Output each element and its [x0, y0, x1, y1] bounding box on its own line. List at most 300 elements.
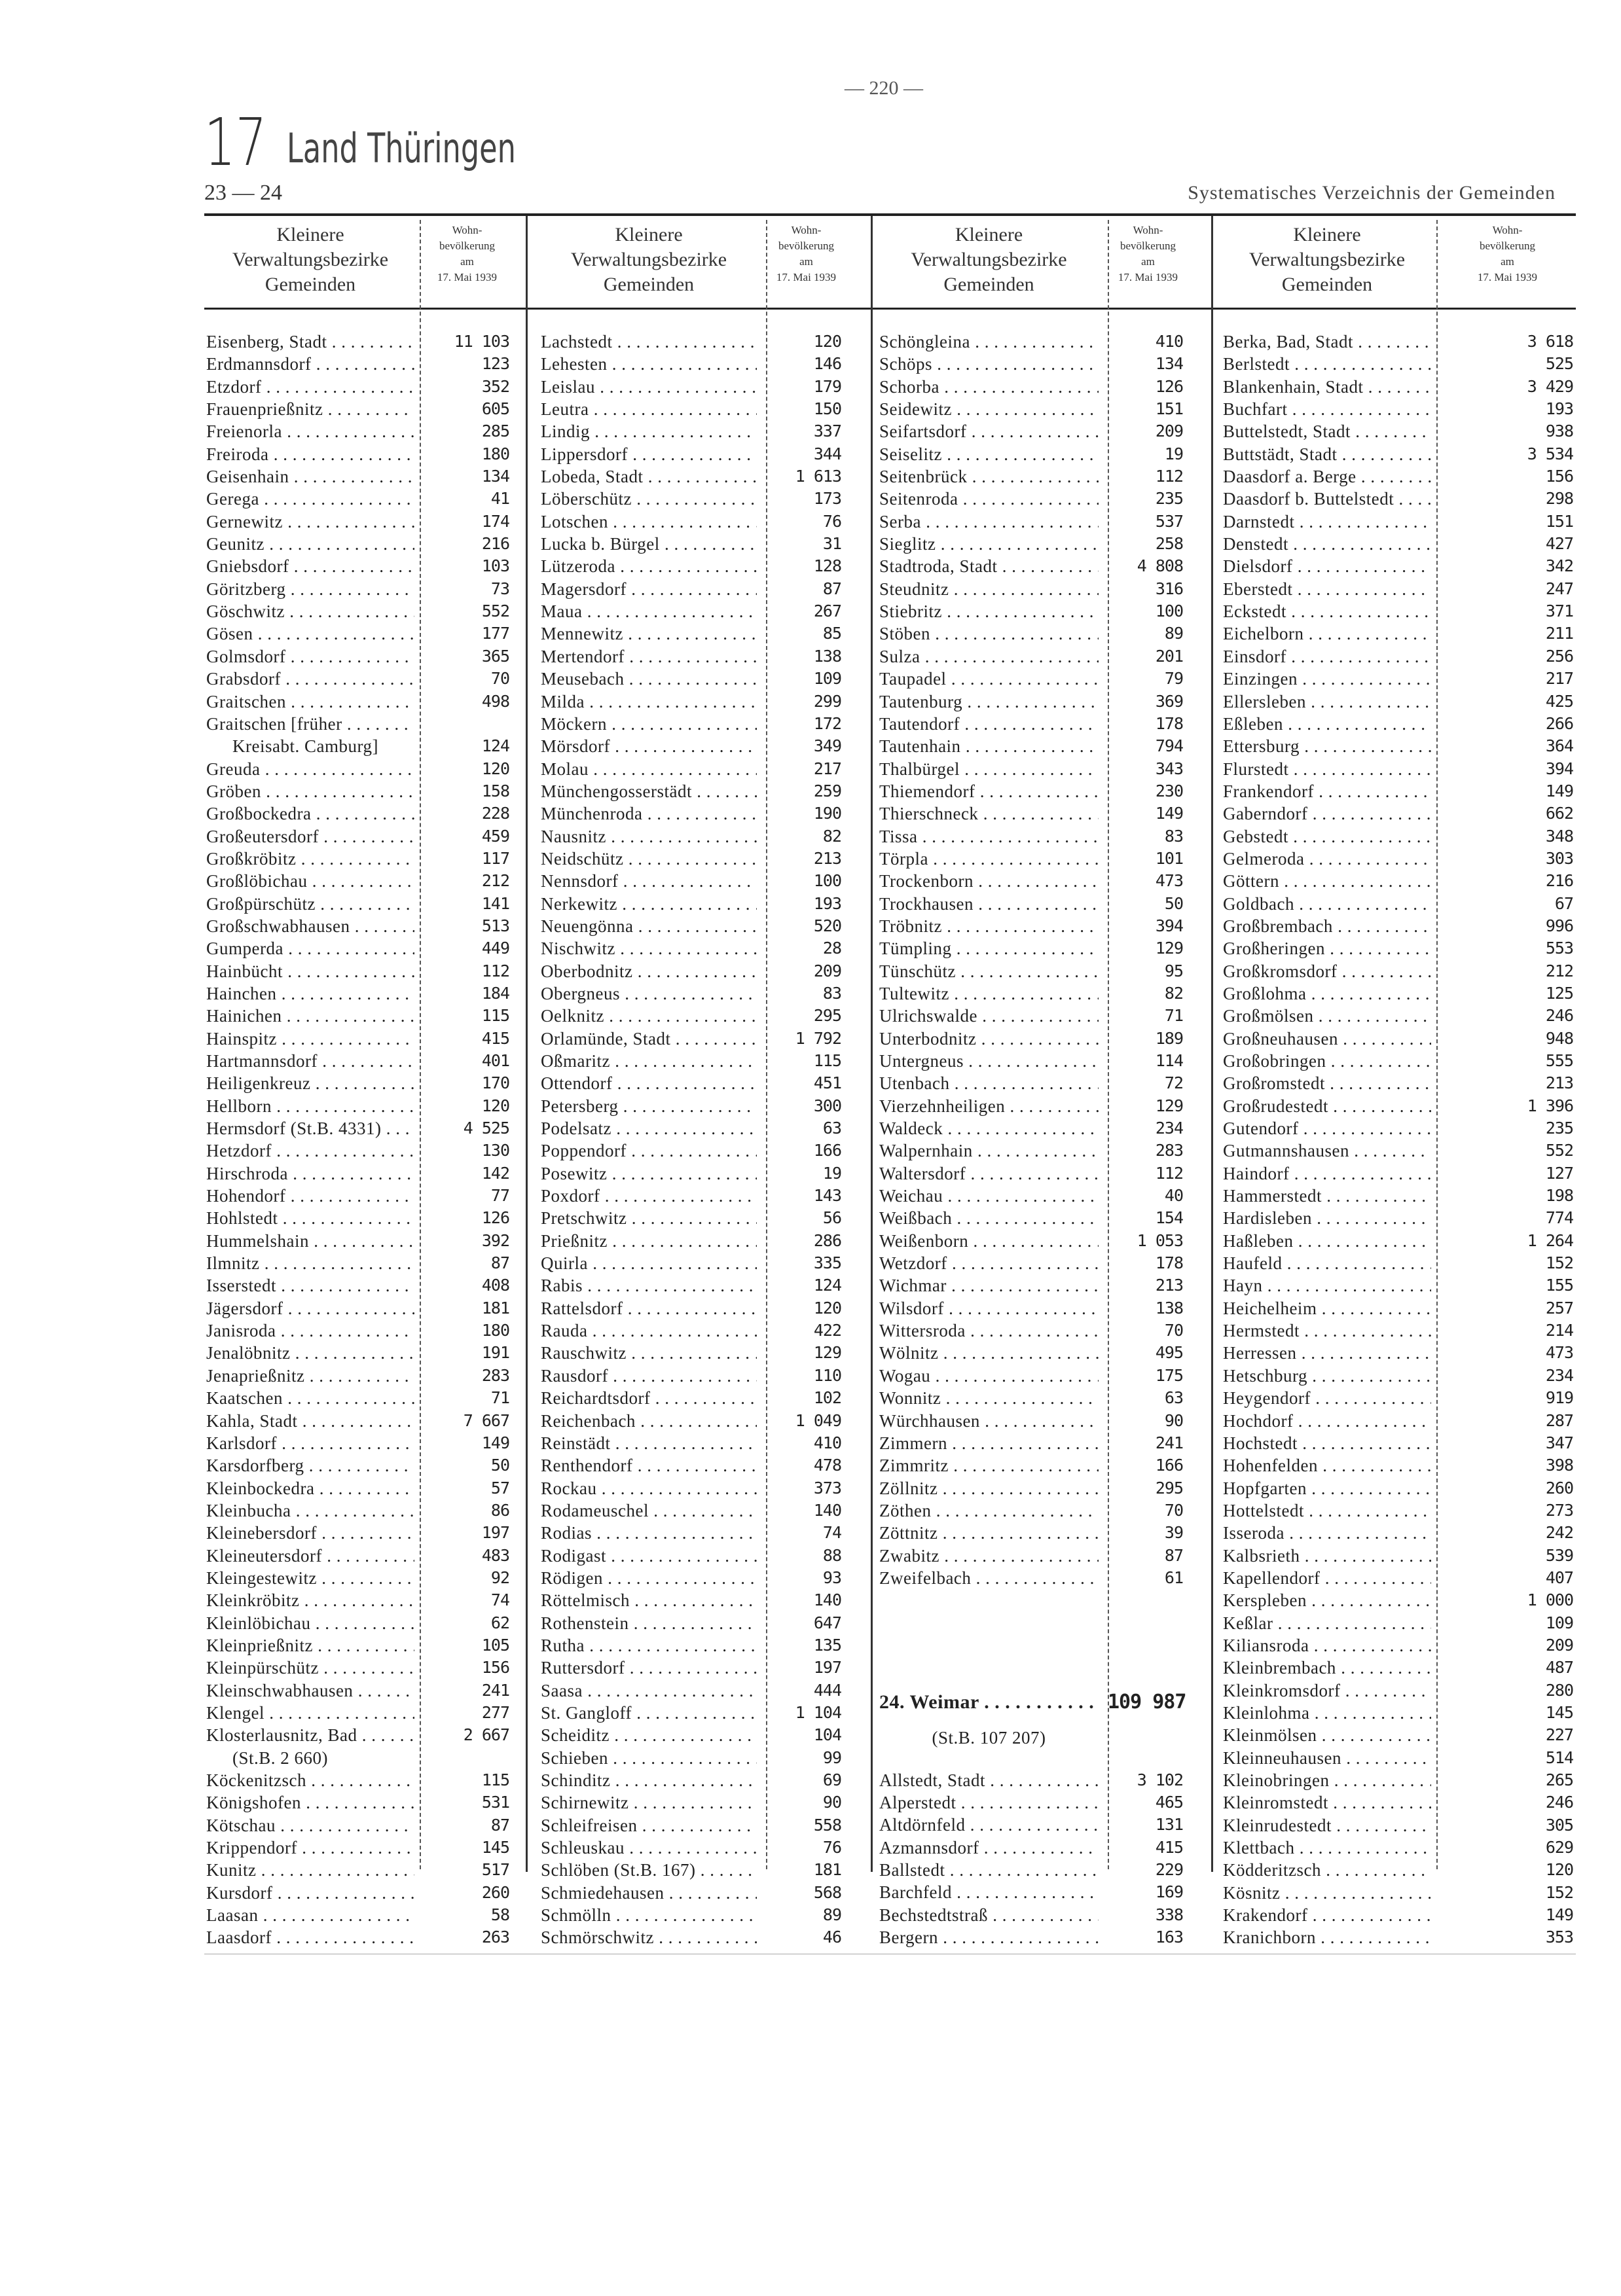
population-value: 555 — [1545, 1051, 1573, 1070]
population-value: 124 — [481, 736, 509, 756]
municipality-name: Hainspitz . . . — [206, 1028, 414, 1050]
population-value: 398 — [1545, 1456, 1573, 1475]
municipality-name: Schorba . . . — [879, 376, 1099, 398]
population-value: 198 — [1545, 1186, 1573, 1206]
municipality-name: Stiebritz . . . — [879, 600, 1099, 622]
municipality-name: Frauenprießnitz . . . — [206, 398, 414, 420]
municipality-name: Gernewitz . . . — [206, 511, 414, 533]
population-value: 197 — [481, 1523, 509, 1543]
header-pop-line: Wohn- — [1492, 224, 1523, 236]
population-value: 394 — [1155, 916, 1183, 935]
district-population: 109 987 — [1108, 1691, 1186, 1713]
population-value: 568 — [813, 1882, 841, 1902]
population-value: 175 — [1155, 1365, 1183, 1385]
header-pop-line: 17. Mai 1939 — [1477, 271, 1538, 283]
municipality-name: Kleinobringen . . . — [1223, 1769, 1431, 1791]
header-name-line: Kleinere — [615, 224, 683, 245]
population-value: 102 — [813, 1388, 841, 1408]
municipality-name: Gutmannshausen . . . — [1223, 1139, 1431, 1162]
population-value: 152 — [1545, 1882, 1573, 1902]
population-value: 647 — [813, 1613, 841, 1632]
subtitle: Systematisches Verzeichnis der Gemeinden — [1188, 182, 1556, 204]
header-name-column — [879, 223, 1099, 297]
municipality-name: Kalbsrieth . . . — [1223, 1545, 1431, 1567]
municipality-name: Geunitz . . . — [206, 533, 414, 555]
population-value: 149 — [481, 1433, 509, 1452]
municipality-name: Blankenhain, Stadt . . . — [1223, 376, 1431, 398]
population-value: 67 — [1554, 893, 1573, 913]
municipality-name: Daasdorf a. Berge . . . — [1223, 465, 1431, 488]
municipality-name: Golmsdorf . . . — [206, 645, 414, 668]
municipality-name: Hellborn . . . — [206, 1095, 414, 1117]
population-value: 1 053 — [1137, 1230, 1183, 1250]
municipality-name: Poppendorf . . . — [541, 1139, 757, 1162]
header-top-rule — [204, 213, 1576, 216]
municipality-name: Sulza . . . — [879, 645, 1099, 668]
population-value: 7 667 — [463, 1410, 509, 1430]
municipality-name: Zimmritz . . . — [879, 1454, 1099, 1477]
population-value: 125 — [1545, 983, 1573, 1003]
population-value: 115 — [481, 1770, 509, 1789]
population-value: 373 — [813, 1478, 841, 1498]
population-value: 112 — [481, 961, 509, 980]
header-name-line: Kleinere — [276, 224, 344, 245]
population-value: 174 — [481, 511, 509, 531]
municipality-name: Maua . . . — [541, 600, 757, 622]
population-value: 256 — [1545, 646, 1573, 666]
municipality-name: Gutendorf . . . — [1223, 1117, 1431, 1139]
population-value: 129 — [1155, 1096, 1183, 1115]
municipality-name: Hartmannsdorf . . . — [206, 1050, 414, 1072]
header-pop-line: 17. Mai 1939 — [437, 271, 498, 283]
population-value: 88 — [822, 1545, 841, 1565]
district-range: 23 — 24 — [204, 181, 282, 205]
municipality-name: Großrudestedt . . . — [1223, 1095, 1431, 1117]
municipality-name: Rothenstein . . . — [541, 1612, 757, 1634]
municipality-name: Ulrichswalde . . . — [879, 1005, 1099, 1027]
municipality-name: Kleinneuhausen . . . — [1223, 1747, 1431, 1769]
population-value: 46 — [822, 1928, 841, 1947]
municipality-name: Ilmnitz . . . — [206, 1252, 414, 1274]
population-value: 177 — [481, 624, 509, 643]
population-value: 537 — [1155, 511, 1183, 531]
column-group-rule — [871, 216, 873, 1872]
population-value: 303 — [1545, 848, 1573, 868]
district-note: (St.B. 107 207) — [932, 1728, 1046, 1748]
municipality-name: Zöttnitz . . . — [879, 1522, 1099, 1544]
municipality-name: Schleuskau . . . — [541, 1837, 757, 1859]
municipality-name: Zwabitz . . . — [879, 1545, 1099, 1567]
municipality-name: Pretschwitz . . . — [541, 1207, 757, 1229]
municipality-name: Gniebsdorf . . . — [206, 555, 414, 577]
municipality-name: Waldeck . . . — [879, 1117, 1099, 1139]
municipality-name: Barchfeld . . . — [879, 1881, 1099, 1903]
header-name-line: Kleinere — [1293, 224, 1361, 245]
population-value: 110 — [813, 1365, 841, 1385]
municipality-name: Flurstedt . . . — [1223, 758, 1431, 780]
population-value: 498 — [481, 691, 509, 711]
population-value: 228 — [481, 804, 509, 823]
municipality-name: Schöngleina . . . — [879, 331, 1099, 353]
municipality-name: Taupadel . . . — [879, 668, 1099, 690]
municipality-name: Laasdorf . . . — [206, 1926, 414, 1948]
municipality-name: Molau . . . — [541, 758, 757, 780]
municipality-name: Rausdorf . . . — [541, 1365, 757, 1387]
municipality-name: Krakendorf . . . — [1223, 1904, 1431, 1926]
municipality-name: Eichelborn . . . — [1223, 622, 1431, 645]
population-value: 100 — [813, 871, 841, 891]
municipality-name: Ottendorf . . . — [541, 1072, 757, 1094]
section-title: Land Thüringen — [287, 124, 516, 172]
population-value: 58 — [490, 1905, 509, 1925]
population-value: 82 — [1164, 983, 1183, 1003]
municipality-name: Karlsdorf . . . — [206, 1432, 414, 1454]
municipality-name: Steudnitz . . . — [879, 578, 1099, 600]
municipality-name: Stöben . . . — [879, 622, 1099, 645]
population-value: 444 — [813, 1680, 841, 1700]
population-value: 1 396 — [1527, 1096, 1573, 1115]
municipality-name: Daasdorf b. Buttelstedt . . . — [1223, 488, 1431, 510]
municipality-name: Hohendorf . . . — [206, 1185, 414, 1207]
population-value: 190 — [813, 804, 841, 823]
municipality-name: Stadtroda, Stadt . . . — [879, 555, 1099, 577]
municipality-name: Reinstädt . . . — [541, 1432, 757, 1454]
municipality-name: Kleinkröbitz . . . — [206, 1589, 414, 1611]
municipality-name: Kösnitz . . . — [1223, 1882, 1431, 1904]
population-value: 283 — [1155, 1141, 1183, 1160]
municipality-name: Magersdorf . . . — [541, 578, 757, 600]
municipality-name: Göritzberg . . . — [206, 578, 414, 600]
population-value: 662 — [1545, 804, 1573, 823]
population-value: 392 — [481, 1230, 509, 1250]
population-value: 410 — [1155, 332, 1183, 351]
population-value: 209 — [813, 961, 841, 980]
municipality-name: Hirschroda . . . — [206, 1162, 414, 1185]
municipality-name: Wilsdorf . . . — [879, 1297, 1099, 1319]
municipality-name: Buttstädt, Stadt . . . — [1223, 443, 1431, 465]
population-value: 134 — [1155, 354, 1183, 374]
population-value: 101 — [1155, 848, 1183, 868]
header-bottom-rule — [204, 308, 1576, 310]
population-value: 140 — [813, 1500, 841, 1520]
municipality-name: Hainchen . . . — [206, 982, 414, 1005]
population-value: 109 — [813, 669, 841, 689]
population-value: 193 — [813, 893, 841, 913]
header-pop-line: Wohn- — [452, 224, 483, 236]
municipality-name: Kleinschwabhausen . . . — [206, 1679, 414, 1702]
population-value: 212 — [1545, 961, 1573, 980]
municipality-name: Seifartsdorf . . . — [879, 420, 1099, 442]
municipality-name: Wölnitz . . . — [879, 1342, 1099, 1364]
population-value: 242 — [1545, 1523, 1573, 1543]
header-name-column — [1223, 223, 1431, 297]
municipality-name: Grabsdorf . . . — [206, 668, 414, 690]
municipality-name: Thiemendorf . . . — [879, 780, 1099, 802]
population-value: 247 — [1545, 579, 1573, 598]
population-value: 76 — [822, 1838, 841, 1857]
population-value: 487 — [1545, 1658, 1573, 1677]
municipality-name: Gaberndorf . . . — [1223, 802, 1431, 825]
municipality-name: Geisenhain . . . — [206, 465, 414, 488]
municipality-name: Rattelsdorf . . . — [541, 1297, 757, 1319]
population-value: 82 — [822, 826, 841, 846]
population-value: 74 — [822, 1523, 841, 1543]
population-value: 28 — [822, 939, 841, 958]
population-value: 258 — [1155, 534, 1183, 554]
municipality-name: Ballstedt . . . — [879, 1859, 1099, 1881]
population-value: 4 808 — [1137, 556, 1183, 576]
municipality-name: Seidewitz . . . — [879, 398, 1099, 420]
municipality-name: Gelmeroda . . . — [1223, 848, 1431, 870]
municipality-name: Schmölln . . . — [541, 1904, 757, 1926]
header-name-column — [541, 223, 757, 297]
population-value: 257 — [1545, 1298, 1573, 1318]
population-value: 86 — [490, 1500, 509, 1520]
population-value: 217 — [1545, 669, 1573, 689]
district-heading: 24. Weimar . . . — [879, 1691, 1099, 1713]
header-pop-line: am — [799, 255, 813, 268]
population-value: 1 264 — [1527, 1230, 1573, 1250]
municipality-name: Wonnitz . . . — [879, 1387, 1099, 1409]
municipality-name: Lindig . . . — [541, 420, 757, 442]
population-value: 93 — [822, 1568, 841, 1587]
header-population-column — [769, 220, 844, 285]
population-value: 246 — [1545, 1793, 1573, 1812]
population-value: 298 — [1545, 489, 1573, 509]
municipality-name: Oelknitz . . . — [541, 1005, 757, 1027]
population-value: 283 — [481, 1365, 509, 1385]
population-value: 180 — [481, 1321, 509, 1340]
municipality-name: Oßmaritz . . . — [541, 1050, 757, 1072]
population-value: 134 — [481, 467, 509, 486]
population-value: 213 — [1155, 1276, 1183, 1295]
population-value: 90 — [1164, 1410, 1183, 1430]
population-value: 138 — [813, 646, 841, 666]
population-value: 344 — [813, 444, 841, 463]
municipality-name-continuation: (St.B. 2 660) — [232, 1748, 329, 1768]
municipality-name: Rodias . . . — [541, 1522, 757, 1544]
municipality-name: Einsdorf . . . — [1223, 645, 1431, 668]
municipality-name: Darnstedt . . . — [1223, 511, 1431, 533]
population-value: 335 — [813, 1253, 841, 1273]
municipality-name: Köckenitzsch . . . — [206, 1769, 414, 1791]
population-value: 169 — [1155, 1882, 1183, 1902]
municipality-name: Alperstedt . . . — [879, 1791, 1099, 1814]
header-pop-line: Wohn- — [1133, 224, 1163, 236]
population-value: 128 — [813, 556, 841, 576]
population-value: 201 — [1155, 646, 1183, 666]
population-value: 353 — [1545, 1928, 1573, 1947]
municipality-name: Hohenfelden . . . — [1223, 1454, 1431, 1477]
population-value: 260 — [481, 1882, 509, 1902]
header-pop-line: bevölkerung — [778, 240, 834, 252]
population-value: 129 — [1155, 939, 1183, 958]
municipality-name: Nerkewitz . . . — [541, 893, 757, 915]
population-value: 241 — [1155, 1433, 1183, 1452]
population-value: 156 — [1545, 467, 1573, 486]
municipality-name: Kleinebersdorf . . . — [206, 1522, 414, 1544]
population-value: 57 — [490, 1478, 509, 1498]
municipality-name: Rodameuschel . . . — [541, 1499, 757, 1522]
municipality-name: Eckstedt . . . — [1223, 600, 1431, 622]
municipality-name: Frankendorf . . . — [1223, 780, 1431, 802]
municipality-name: Renthendorf . . . — [541, 1454, 757, 1477]
population-value: 794 — [1155, 736, 1183, 756]
municipality-name: Tautendorf . . . — [879, 713, 1099, 735]
population-value: 40 — [1164, 1186, 1183, 1206]
population-value: 552 — [1545, 1141, 1573, 1160]
population-value: 19 — [1164, 444, 1183, 463]
population-value: 371 — [1545, 601, 1573, 621]
population-value: 79 — [1164, 669, 1183, 689]
municipality-name: Zöllnitz . . . — [879, 1477, 1099, 1499]
population-value: 103 — [481, 556, 509, 576]
population-value: 629 — [1545, 1838, 1573, 1857]
municipality-name: Haufeld . . . — [1223, 1252, 1431, 1274]
population-value: 123 — [481, 354, 509, 374]
population-value: 241 — [481, 1680, 509, 1700]
population-value: 11 103 — [454, 332, 509, 351]
municipality-name: Tröbnitz . . . — [879, 915, 1099, 937]
population-value: 260 — [1545, 1478, 1573, 1498]
municipality-name: Mertendorf . . . — [541, 645, 757, 668]
municipality-name: Laasan . . . — [206, 1904, 414, 1926]
municipality-name: Einzingen . . . — [1223, 668, 1431, 690]
population-value: 451 — [813, 1073, 841, 1093]
municipality-name: Tultewitz . . . — [879, 982, 1099, 1005]
population-value: 213 — [1545, 1073, 1573, 1093]
municipality-name: Isserstedt . . . — [206, 1274, 414, 1297]
population-value: 145 — [1545, 1702, 1573, 1722]
population-value: 120 — [1545, 1860, 1573, 1880]
municipality-name: Rodigast . . . — [541, 1545, 757, 1567]
municipality-name: Möckern . . . — [541, 713, 757, 735]
municipality-name: Heiligenkreuz . . . — [206, 1072, 414, 1094]
population-value: 407 — [1545, 1568, 1573, 1587]
population-value: 50 — [1164, 893, 1183, 913]
population-value: 189 — [1155, 1028, 1183, 1048]
municipality-name: Quirla . . . — [541, 1252, 757, 1274]
population-value: 235 — [1545, 1119, 1573, 1138]
header-name-line: Verwaltungsbezirke — [911, 249, 1067, 270]
municipality-name: Hetschburg . . . — [1223, 1365, 1431, 1387]
population-value: 605 — [481, 399, 509, 419]
municipality-name: Großlohma . . . — [1223, 982, 1431, 1005]
municipality-name: Großpürschütz . . . — [206, 893, 414, 915]
population-value: 87 — [490, 1253, 509, 1273]
column-group-rule — [526, 216, 528, 1872]
municipality-name: Nischwitz . . . — [541, 937, 757, 960]
population-value: 166 — [1155, 1456, 1183, 1475]
population-value: 2 667 — [463, 1725, 509, 1745]
header-pop-line: am — [460, 255, 474, 268]
header-pop-line: bevölkerung — [1480, 240, 1535, 252]
municipality-name: Kleineutersdorf . . . — [206, 1545, 414, 1567]
municipality-name: Nennsdorf . . . — [541, 870, 757, 892]
population-value: 56 — [822, 1208, 841, 1228]
municipality-name: Gebstedt . . . — [1223, 825, 1431, 848]
header-pop-line: am — [1141, 255, 1155, 268]
population-value: 299 — [813, 691, 841, 711]
municipality-name: Mörsdorf . . . — [541, 735, 757, 757]
population-value: 259 — [813, 781, 841, 800]
municipality-name: Bergern . . . — [879, 1926, 1099, 1948]
municipality-name: Löberschütz . . . — [541, 488, 757, 510]
municipality-name: Vierzehnheiligen . . . — [879, 1095, 1099, 1117]
municipality-name: Großheringen . . . — [1223, 937, 1431, 960]
municipality-name: Wetzdorf . . . — [879, 1252, 1099, 1274]
population-value: 146 — [813, 354, 841, 374]
municipality-name: Kahla, Stadt . . . — [206, 1410, 414, 1432]
municipality-name: Hohlstedt . . . — [206, 1207, 414, 1229]
municipality-name: Hochstedt . . . — [1223, 1432, 1431, 1454]
population-value: 193 — [1545, 399, 1573, 419]
header-population-column — [422, 220, 512, 285]
header-pop-line: 17. Mai 1939 — [1118, 271, 1178, 283]
municipality-name: Kleinkromsdorf . . . — [1223, 1679, 1431, 1702]
municipality-name: Kunitz . . . — [206, 1859, 414, 1881]
municipality-name: Nausnitz . . . — [541, 825, 757, 848]
population-value: 539 — [1545, 1545, 1573, 1565]
municipality-name: Eßleben . . . — [1223, 713, 1431, 735]
population-value: 120 — [813, 332, 841, 351]
population-value: 483 — [481, 1545, 509, 1565]
population-value: 158 — [481, 781, 509, 800]
population-value: 465 — [1155, 1793, 1183, 1812]
population-value: 105 — [481, 1635, 509, 1655]
municipality-name: Weichau . . . — [879, 1185, 1099, 1207]
municipality-name: Wichmar . . . — [879, 1274, 1099, 1297]
municipality-name: Großneuhausen . . . — [1223, 1028, 1431, 1050]
municipality-name: Neuengönna . . . — [541, 915, 757, 937]
municipality-name: Hainbücht . . . — [206, 960, 414, 982]
population-value: 3 102 — [1137, 1770, 1183, 1789]
population-value: 120 — [481, 759, 509, 778]
municipality-name: Gröben . . . — [206, 780, 414, 802]
municipality-name: Gerega . . . — [206, 488, 414, 510]
population-value: 178 — [1155, 1253, 1183, 1273]
municipality-name: Göschwitz . . . — [206, 600, 414, 622]
population-value: 184 — [481, 983, 509, 1003]
population-value: 156 — [481, 1658, 509, 1677]
municipality-name: Janisroda . . . — [206, 1319, 414, 1342]
population-value: 235 — [1155, 489, 1183, 509]
population-value: 295 — [1155, 1478, 1183, 1498]
population-value: 305 — [1545, 1815, 1573, 1835]
municipality-name: Ruttersdorf . . . — [541, 1657, 757, 1679]
municipality-name: Kiliansroda . . . — [1223, 1634, 1431, 1657]
population-value: 478 — [813, 1456, 841, 1475]
municipality-name: Utenbach . . . — [879, 1072, 1099, 1094]
population-value: 352 — [481, 376, 509, 396]
municipality-name: Kleinbucha . . . — [206, 1499, 414, 1522]
population-value: 124 — [813, 1276, 841, 1295]
municipality-name: Weißbach . . . — [879, 1207, 1099, 1229]
population-value: 62 — [490, 1613, 509, 1632]
population-value: 286 — [813, 1230, 841, 1250]
municipality-name: Oberbodnitz . . . — [541, 960, 757, 982]
population-value: 495 — [1155, 1343, 1183, 1363]
population-value: 178 — [1155, 713, 1183, 733]
population-value: 154 — [1155, 1208, 1183, 1228]
municipality-name: Buchfart . . . — [1223, 398, 1431, 420]
population-value: 73 — [490, 579, 509, 598]
municipality-name: Jenalöbnitz . . . — [206, 1342, 414, 1364]
population-value: 266 — [1545, 713, 1573, 733]
municipality-name: Königshofen . . . — [206, 1791, 414, 1814]
population-value: 427 — [1545, 534, 1573, 554]
header-name-line: Gemeinden — [943, 274, 1034, 295]
